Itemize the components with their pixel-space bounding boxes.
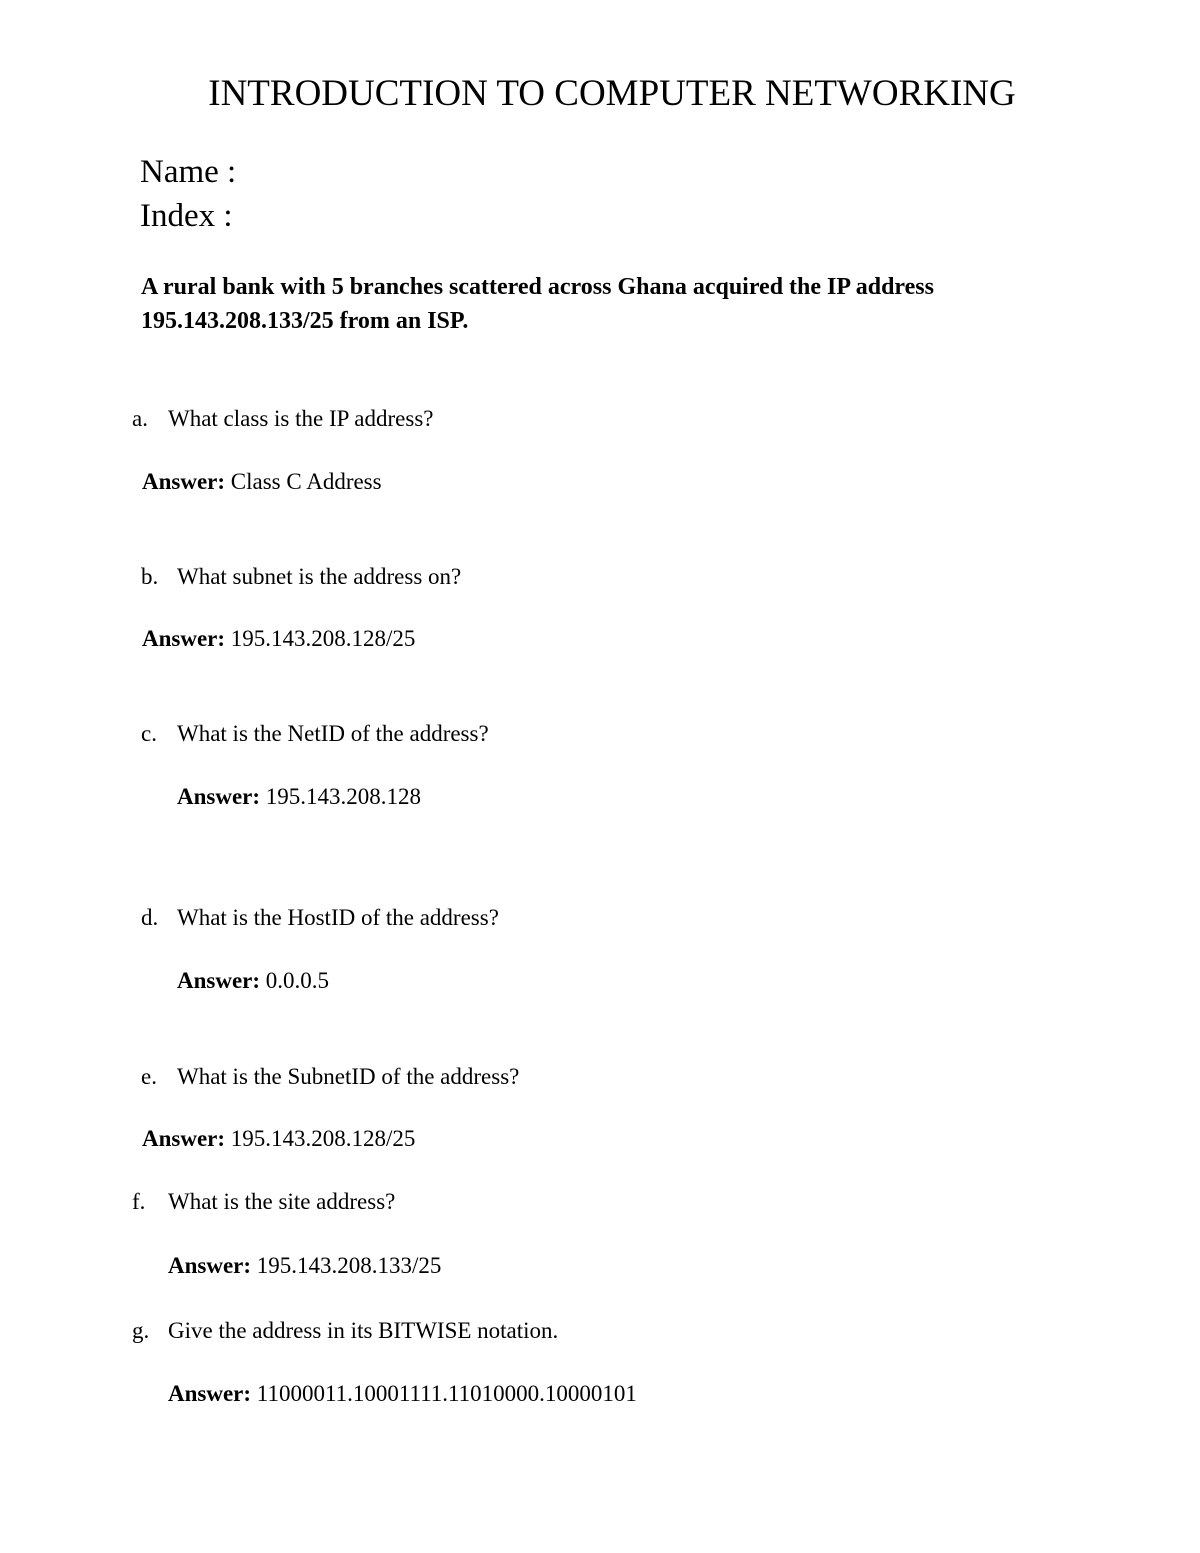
question-letter: f. xyxy=(132,1189,146,1214)
question-f xyxy=(132,1187,395,1217)
answer-text: 11000011.10001111.11010000.10000101 xyxy=(256,1381,637,1406)
question-text: What is the NetID of the address? xyxy=(177,721,489,746)
answer-b xyxy=(142,624,415,654)
question-text: What subnet is the address on? xyxy=(177,564,462,589)
answer-text: 195.143.208.128 xyxy=(265,784,422,809)
answer-f xyxy=(168,1251,441,1281)
question-letter: g. xyxy=(132,1318,150,1343)
name-field-label: Name : xyxy=(140,154,237,190)
question-text: What is the site address? xyxy=(168,1189,396,1214)
question-text: What is the HostID of the address? xyxy=(177,905,499,930)
question-e xyxy=(141,1062,519,1092)
question-letter: c. xyxy=(141,721,157,746)
answer-text: 0.0.0.5 xyxy=(265,968,330,993)
answer-label: Answer: xyxy=(142,1126,226,1151)
question-d xyxy=(141,903,499,933)
question-text: What class is the IP address? xyxy=(168,406,434,431)
question-g xyxy=(132,1316,558,1346)
question-text: Give the address in its BITWISE notation. xyxy=(168,1318,559,1343)
answer-g xyxy=(168,1379,637,1409)
answer-label: Answer: xyxy=(168,1253,252,1278)
question-text: What is the SubnetID of the address? xyxy=(177,1064,520,1089)
question-letter: b. xyxy=(141,564,159,589)
problem-statement: A rural bank with 5 branches scattered across Ghana acquired the IP address 195.143.208.133/25 from an ISP. xyxy=(141,274,934,334)
answer-label: Answer: xyxy=(177,784,261,809)
answer-text: 195.143.208.128/25 xyxy=(230,626,416,651)
question-letter: d. xyxy=(141,905,159,930)
answer-label: Answer: xyxy=(142,626,226,651)
answer-label: Answer: xyxy=(168,1381,252,1406)
question-b xyxy=(141,562,461,592)
question-a xyxy=(132,404,434,434)
answer-text: 195.143.208.128/25 xyxy=(230,1126,416,1151)
answer-a xyxy=(142,467,382,497)
answer-d xyxy=(177,966,329,996)
question-letter: a. xyxy=(132,406,148,431)
answer-label: Answer: xyxy=(177,968,261,993)
answer-e xyxy=(142,1124,415,1154)
index-field-label: Index : xyxy=(140,198,233,234)
answer-label: Answer: xyxy=(142,469,226,494)
document-title: INTRODUCTION TO COMPUTER NETWORKING xyxy=(208,73,1016,114)
question-letter: e. xyxy=(141,1064,157,1089)
answer-text: 195.143.208.133/25 xyxy=(256,1253,442,1278)
answer-c xyxy=(177,782,421,812)
answer-text: Class C Address xyxy=(230,469,382,494)
question-c xyxy=(141,719,489,749)
